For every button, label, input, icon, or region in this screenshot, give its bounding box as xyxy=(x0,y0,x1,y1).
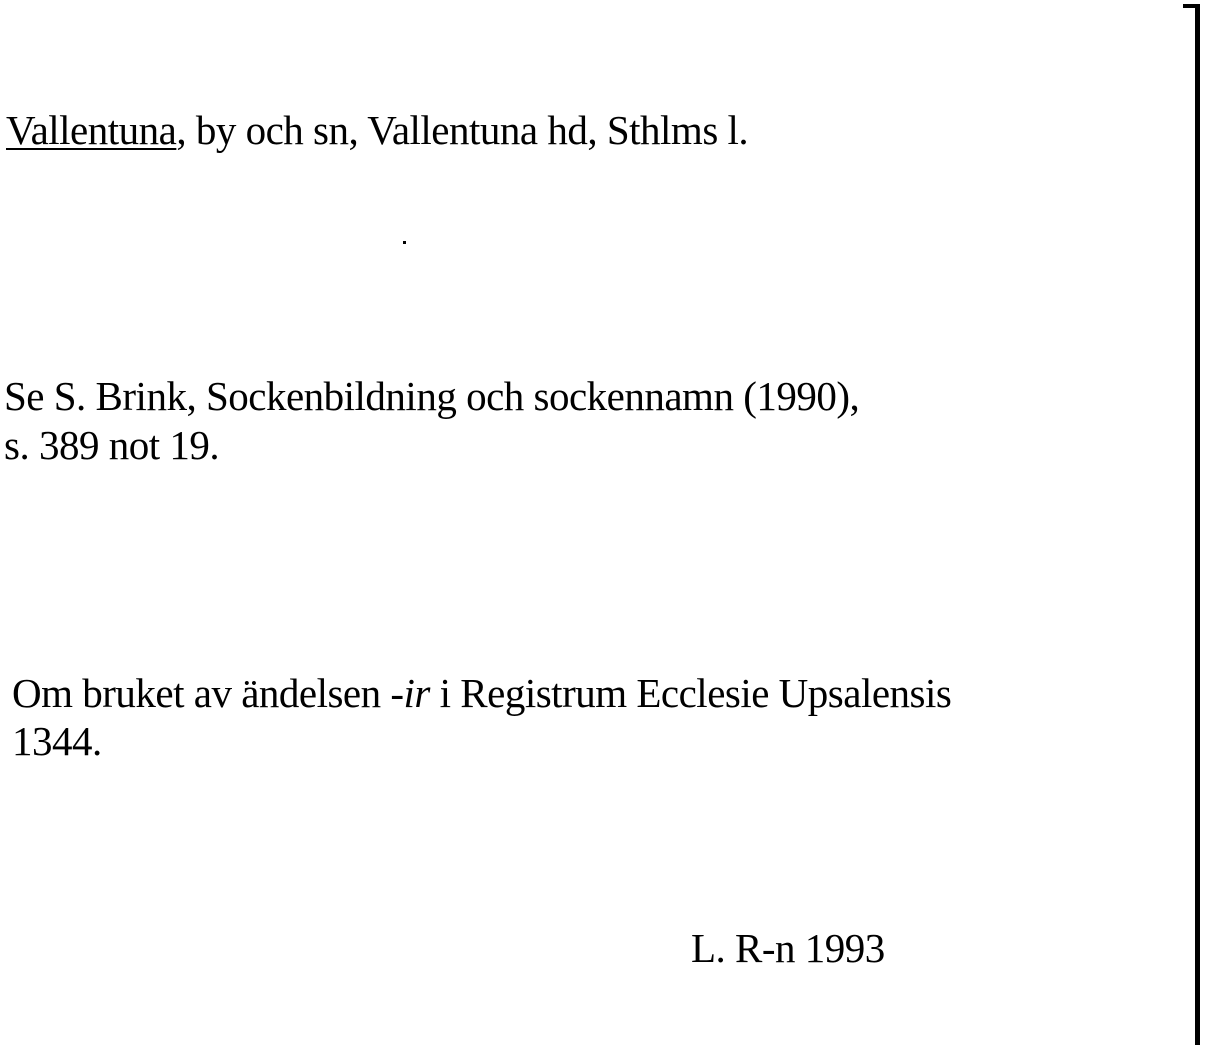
card-corner-tick xyxy=(1183,4,1200,8)
entry-line xyxy=(6,108,748,152)
note-suffix: -ir xyxy=(390,670,430,716)
note-line-2: 1344. xyxy=(12,718,102,764)
reference-line-1: Se S. Brink, Sockenbildning och sockennamn (1990), xyxy=(4,373,860,419)
signature: L. R-n 1993 xyxy=(691,925,885,971)
note-rest: i Registrum Ecclesie Upsalensis xyxy=(429,670,952,716)
entry-description: , by och sn, Vallentuna hd, Sthlms l. xyxy=(176,107,749,153)
note-prefix: Om bruket av ändelsen xyxy=(12,670,391,716)
reference-line-2: s. 389 not 19. xyxy=(4,422,220,468)
note-line-1 xyxy=(12,671,951,715)
scan-speck xyxy=(403,241,406,244)
card-right-border xyxy=(1195,8,1200,1045)
entry-headword: Vallentuna xyxy=(6,107,177,153)
